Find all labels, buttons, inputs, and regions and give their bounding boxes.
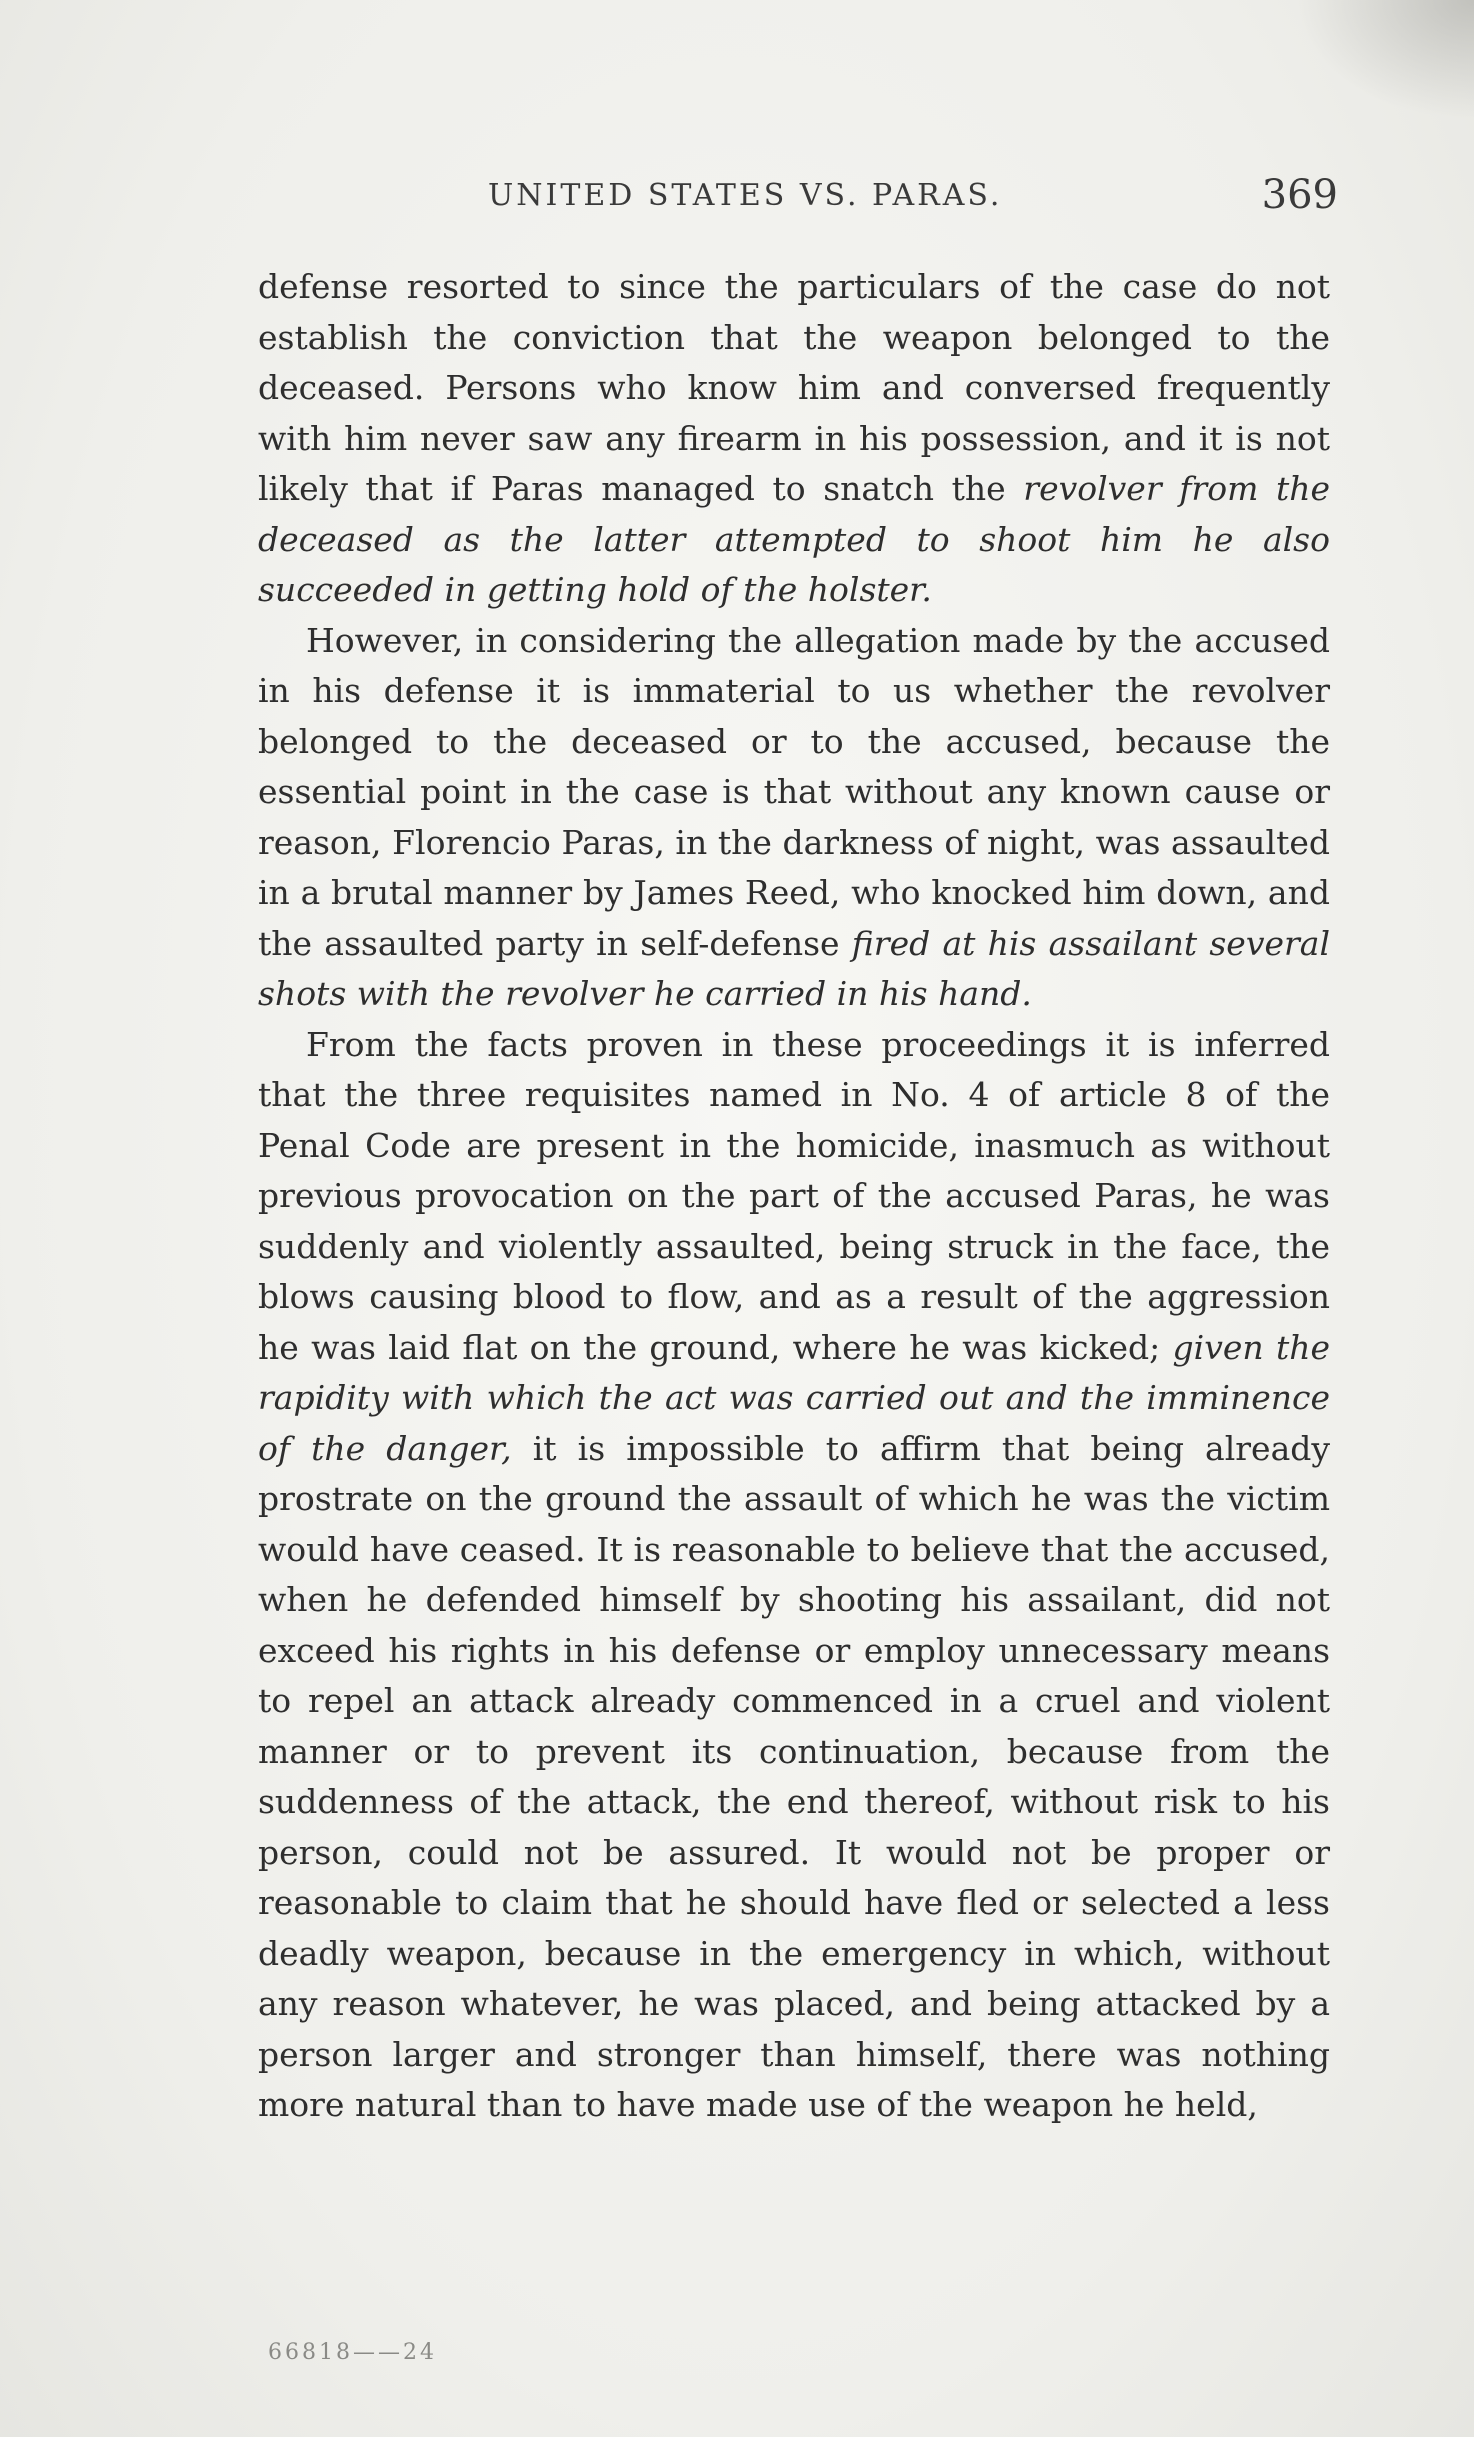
paragraph-3-italic-text: given the rapidity with which the act was carried out and the imminence of the danger, bbox=[258, 1327, 1330, 1468]
paragraph-continued bbox=[258, 262, 1330, 616]
paragraph-from-the-facts bbox=[258, 1020, 1330, 2131]
paragraph-3-text: From the facts proven in these proceedings it is inferred that the three requisites named in No. 4 of article 8 of the Penal Code are present in the homicide, inasmuch as without previous provocation on the part of the accused Paras, he was suddenly and violently assaulted, being struck in the face, the blows causing blood to flow, and as a result of the aggression he was laid flat on the ground, where he was kicked; bbox=[258, 1024, 1330, 1367]
page-number: 369 bbox=[1261, 172, 1338, 218]
body-text bbox=[258, 262, 1330, 2131]
paragraph-1-text: defense resorted to since the particulars of the case do not establish the conviction that the weapon belonged to the deceased. Persons who know him and conversed frequently with him never saw any firearm in his possession, and it is not likely that if Paras managed to snatch the bbox=[258, 267, 1330, 508]
paragraph-2-italic-text: fired at his assailant several shots with the revolver he carried in his hand. bbox=[258, 923, 1331, 1013]
page-corner-shadow bbox=[1294, 0, 1474, 120]
signature-mark: 66818——24 bbox=[268, 2340, 437, 2365]
paragraph-3-tail: it is impossible to affirm that being already prostrate on the ground the assault of which he was the victim would have ceased. It is reasonable to believe that the accused, when he defended himself by shooting his assailant, did not exceed his rights in his defense or employ unnecessary means to repel an attack already commenced in a cruel and violent manner or to prevent its continuation, because from the suddenness of the attack, the end thereof, without risk to his person, could not be assured. It would not be proper or reasonable to claim that he should have fled or selected a less deadly weapon, because in the emergency in which, without any reason whatever, he was placed, and being attacked by a person larger and stronger than himself, there was nothing more natural than to have made use of the weapon he held, bbox=[258, 1428, 1331, 2124]
paragraph-2-text: However, in considering the allegation made by the accused in his defense it is immaterial to us whether the revolver belonged to the deceased or to the accused, because the essential point in the case is that without any known cause or reason, Florencio Paras, in the darkness of night, was assaulted in a brutal manner by James Reed, who knocked him down, and the assaulted party in self-defense bbox=[258, 620, 1330, 963]
page-header bbox=[258, 168, 1338, 228]
paragraph-1-italic-text: revolver from the deceased as the latter attempted to shoot him he also succeeded in getting hold of the holster. bbox=[258, 469, 1330, 609]
paragraph-however bbox=[258, 616, 1330, 1020]
running-head: UNITED STATES VS. PARAS. bbox=[488, 178, 1003, 213]
